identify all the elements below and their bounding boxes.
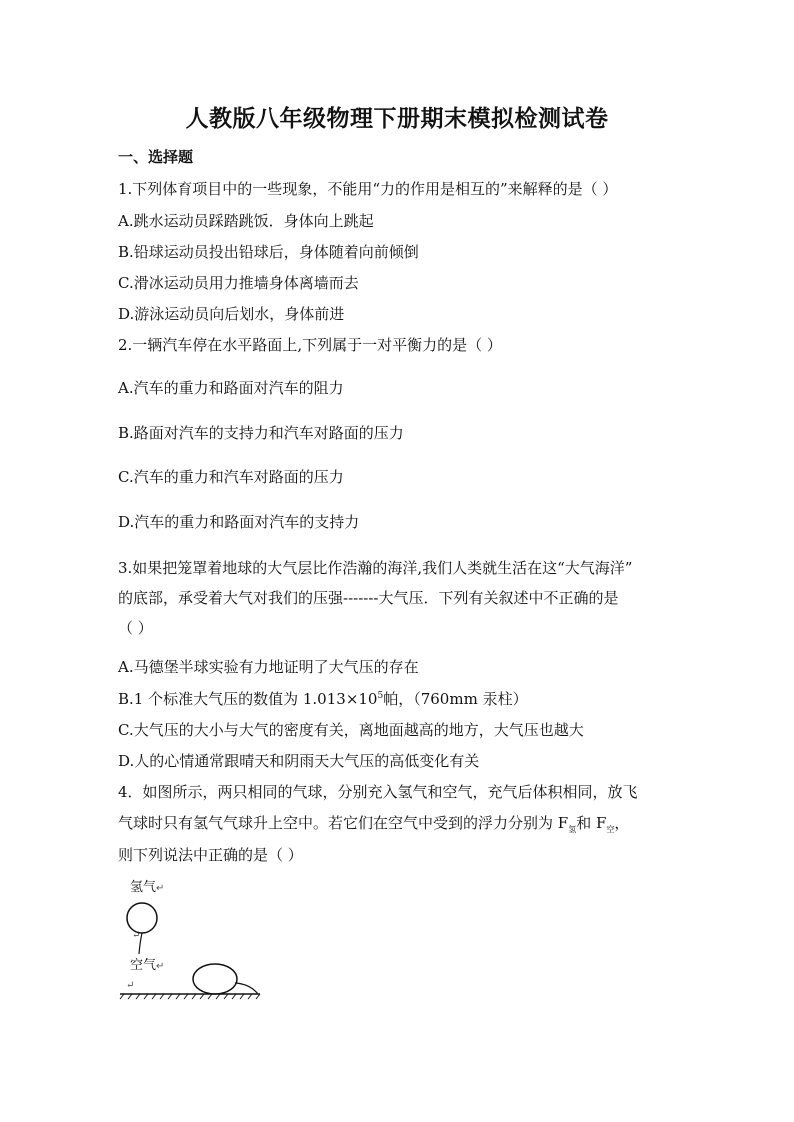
question-3-option-c: C.大气压的大小与大气的密度有关，离地面越高的地方，大气压也越大 bbox=[118, 721, 584, 739]
air-label: 空气↵ bbox=[130, 958, 165, 973]
question-3-option-a: A.马德堡半球实验有力地证明了大气压的存在 bbox=[118, 658, 419, 676]
air-balloon bbox=[193, 964, 237, 994]
balloon-drawing bbox=[118, 872, 268, 1002]
line-mark: ↵ bbox=[132, 930, 141, 941]
air-string bbox=[235, 983, 258, 994]
question-1-option-b: B.铅球运动员投出铅球后，身体随着向前倾倒 bbox=[118, 243, 419, 261]
q4-line2-text: 气球时只有氢气气球升上空中。若它们在空气中受到的浮力分别为 F bbox=[118, 814, 569, 832]
line-mark-ground: ↵ bbox=[126, 980, 135, 991]
hydrogen-balloon bbox=[127, 903, 157, 933]
question-4-line-2 bbox=[118, 812, 629, 835]
section-heading: 一、选择题 bbox=[118, 148, 194, 166]
subscript-air: 空 bbox=[606, 825, 615, 834]
question-4-line-1: 4．如图所示，两只相同的气球，分别充入氢气和空气，充气后体积相同，放飞 bbox=[118, 783, 638, 801]
hydrogen-label: 氢气↵ bbox=[130, 880, 165, 895]
question-4-line-3: 则下列说法中正确的是（ ） bbox=[118, 846, 303, 864]
question-2-option-a: A.汽车的重力和路面对汽车的阻力 bbox=[118, 379, 344, 397]
option-b-unit: 帕，（760mm 汞柱） bbox=[383, 690, 528, 708]
question-3-option-d: D.人的心情通常跟晴天和阴雨天大气压的高低变化有关 bbox=[118, 752, 480, 770]
question-3-stem-line-1: 3.如果把笼罩着地球的大气层比作浩瀚的海洋,我们人类就生活在这“大气海洋” bbox=[118, 559, 633, 577]
question-1-option-a: A.跳水运动员踩踏跳饭．身体向上跳起 bbox=[118, 212, 374, 230]
question-2-stem: 2.一辆汽车停在水平路面上,下列属于一对平衡力的是（ ） bbox=[118, 336, 502, 354]
question-3-option-b bbox=[118, 688, 528, 709]
question-2-option-b: B.路面对汽车的支持力和汽车对路面的压力 bbox=[118, 424, 404, 442]
question-2-option-d: D.汽车的重力和路面对汽车的支持力 bbox=[118, 513, 360, 531]
question-1-option-c: C.滑冰运动员用力推墙身体离墙而去 bbox=[118, 274, 359, 292]
question-1-stem: 1.下列体育项目中的一些现象，不能用“力的作用是相互的”来解释的是（ ） bbox=[118, 180, 618, 198]
hydrogen-string bbox=[139, 933, 142, 954]
subscript-hydrogen: 氢 bbox=[568, 825, 577, 834]
exponent: 5 bbox=[377, 691, 384, 701]
question-3-stem-line-2: 的底部，承受着大气对我们的压强-------大气压．下列有关叙述中不正确的是 bbox=[118, 589, 619, 607]
q4-line2-mid: 和 F bbox=[576, 814, 607, 832]
question-2-option-c: C.汽车的重力和汽车对路面的压力 bbox=[118, 468, 344, 486]
page-title: 人教版八年级物理下册期末模拟检测试卷 bbox=[185, 106, 609, 132]
question-3-stem-line-3: （ ） bbox=[118, 619, 153, 637]
balloon-figure bbox=[118, 872, 268, 1002]
question-1-option-d: D.游泳运动员向后划水，身体前进 bbox=[118, 305, 345, 323]
option-b-text: B.1 个标准大气压的数值为 1.013×10 bbox=[118, 690, 378, 708]
q4-line2-end: ， bbox=[614, 814, 630, 832]
